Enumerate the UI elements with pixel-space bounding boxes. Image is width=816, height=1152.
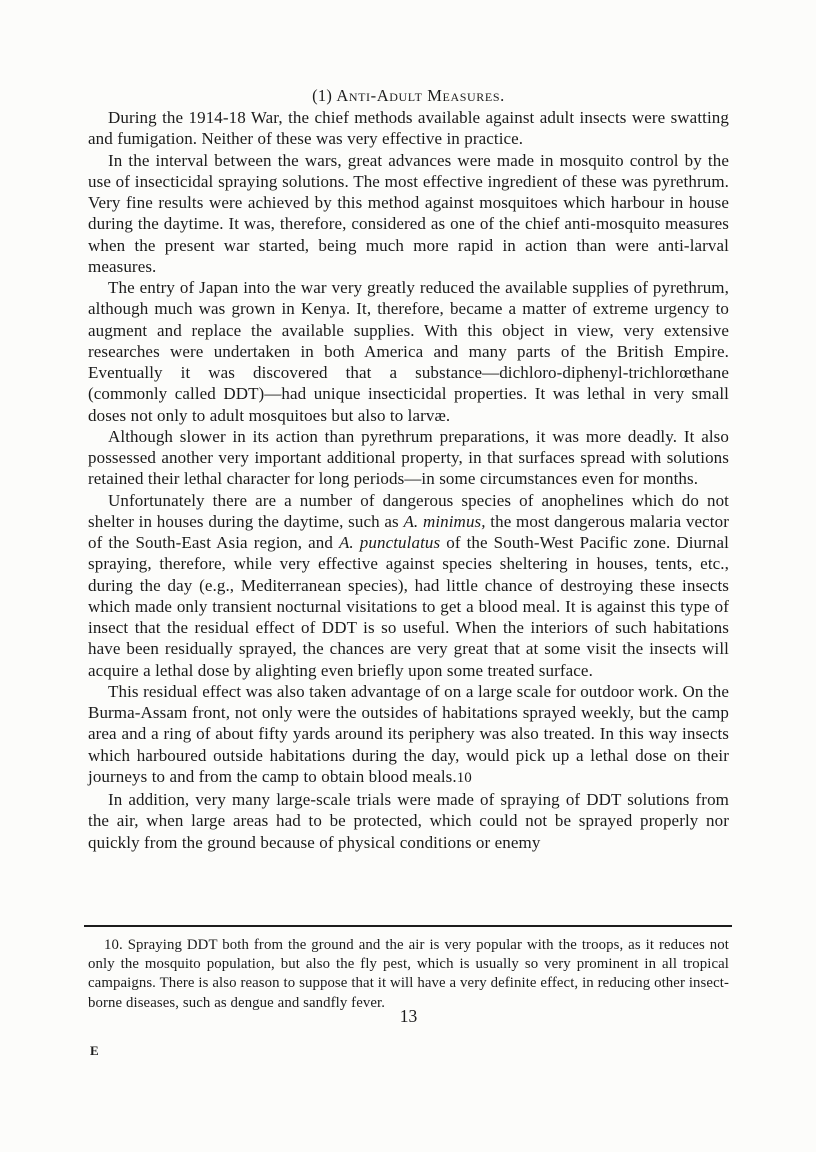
text-run: In addition, very many large-scale trials were made of spraying of DDT solutions from the air, when large areas had to be protected, which could not be sprayed properly nor quickly from the ground because of physical conditions or enemy xyxy=(88,790,729,852)
italic-run: A. minimus, xyxy=(403,511,486,531)
paragraph xyxy=(88,426,729,490)
footnote: 10. Spraying DDT both from the ground and the air is very popular with the troops, as it reduces not only the mosquito population, but also the fly pest, which is usually so very prominent in all tropical campaigns. There is also reason to suppose that it will have a very definite effect, in reducing other insect-borne diseases, such as dengue and sandfly fever. xyxy=(88,937,729,1011)
text-run: Unfortunately there are a number of dangerous species of anophelines which do not shelter in houses during the daytime, such as xyxy=(88,490,729,531)
text-run: Although slower in its action than pyrethrum preparations, it was more deadly. It also possessed another very important additional property, in that surfaces spread with solutions retained their lethal character for long periods—in some circumstances even for months. xyxy=(88,426,729,489)
text-run: the most dangerous malaria vector of the South-East Asia region, and xyxy=(88,511,729,552)
section-title: Anti-Adult Measures. xyxy=(336,86,505,105)
text-run: of the South-West Pacific zone. Diurnal spraying, therefore, while very effective against species sheltering in houses, tents, etc., during the day (e.g., Mediterranean species), had little chance of destroying these insects which made only transient nocturnal visitations to get a blood meal. It is against this type of insect that the residual effect of DDT is so useful. When the interiors of such habitations have been residually sprayed, the chances are very great that at some visit the insects will acquire a lethal dose by alighting even briefly upon some treated surface. xyxy=(88,533,729,680)
italic-run: A. punctulatus xyxy=(338,533,441,552)
paragraph xyxy=(88,150,729,278)
paragraph xyxy=(88,681,729,789)
paragraph xyxy=(88,107,729,150)
text-run: This residual effect was also taken advantage of on a large scale for outdoor work. On the Burma-Assam front, not only were the outsides of habitations sprayed weekly, but the camp area and a ring of about fifty yards around its periphery was also treated. In this way insects which harboured outside habitations during the day, would pick up a lethal dose on their journeys to and from the camp to obtain blood meals. xyxy=(88,681,729,786)
text-run: The entry of Japan into the war very greatly reduced the available supplies of pyrethrum, although much was grown in Kenya. It, therefore, became a matter of extreme urgency to augment and replace the available supplies. With this object in view, very extensive researches were undertaken in both America and many parts of the British Empire. Eventually it was discovered that a substance—dichloro-diphenyl-trichlorœthane (commonly called DDT)—had unique insecticidal properties. It was lethal in very small doses not only to adult mosquitoes but also to larvæ. xyxy=(88,278,729,425)
footnote-divider xyxy=(84,925,732,927)
text-run: In the interval between the wars, great advances were made in mosquito control by the use of insecticidal spraying solutions. The most effective ingredient of these was pyrethrum. Very fine results were achieved by this method against mosquitoes which harbour in house during the daytime. It was, therefore, considered as one of the chief anti-mosquito measures when the present war started, being much more rapid in action than were anti-larval measures. xyxy=(88,150,729,276)
text-run: During the 1914-18 War, the chief methods available against adult insects were swatting and fumigation. Neither of these was very effective in practice. xyxy=(88,108,729,149)
footnote-reference: 10 xyxy=(456,769,472,786)
section-heading xyxy=(88,86,729,106)
signature-mark: E xyxy=(90,1043,100,1058)
body-text xyxy=(88,107,729,853)
paragraph xyxy=(88,490,729,681)
section-number: (1) xyxy=(312,86,337,105)
paragraph xyxy=(88,277,729,426)
page-number: 13 xyxy=(399,1006,418,1026)
paragraph xyxy=(88,789,729,853)
